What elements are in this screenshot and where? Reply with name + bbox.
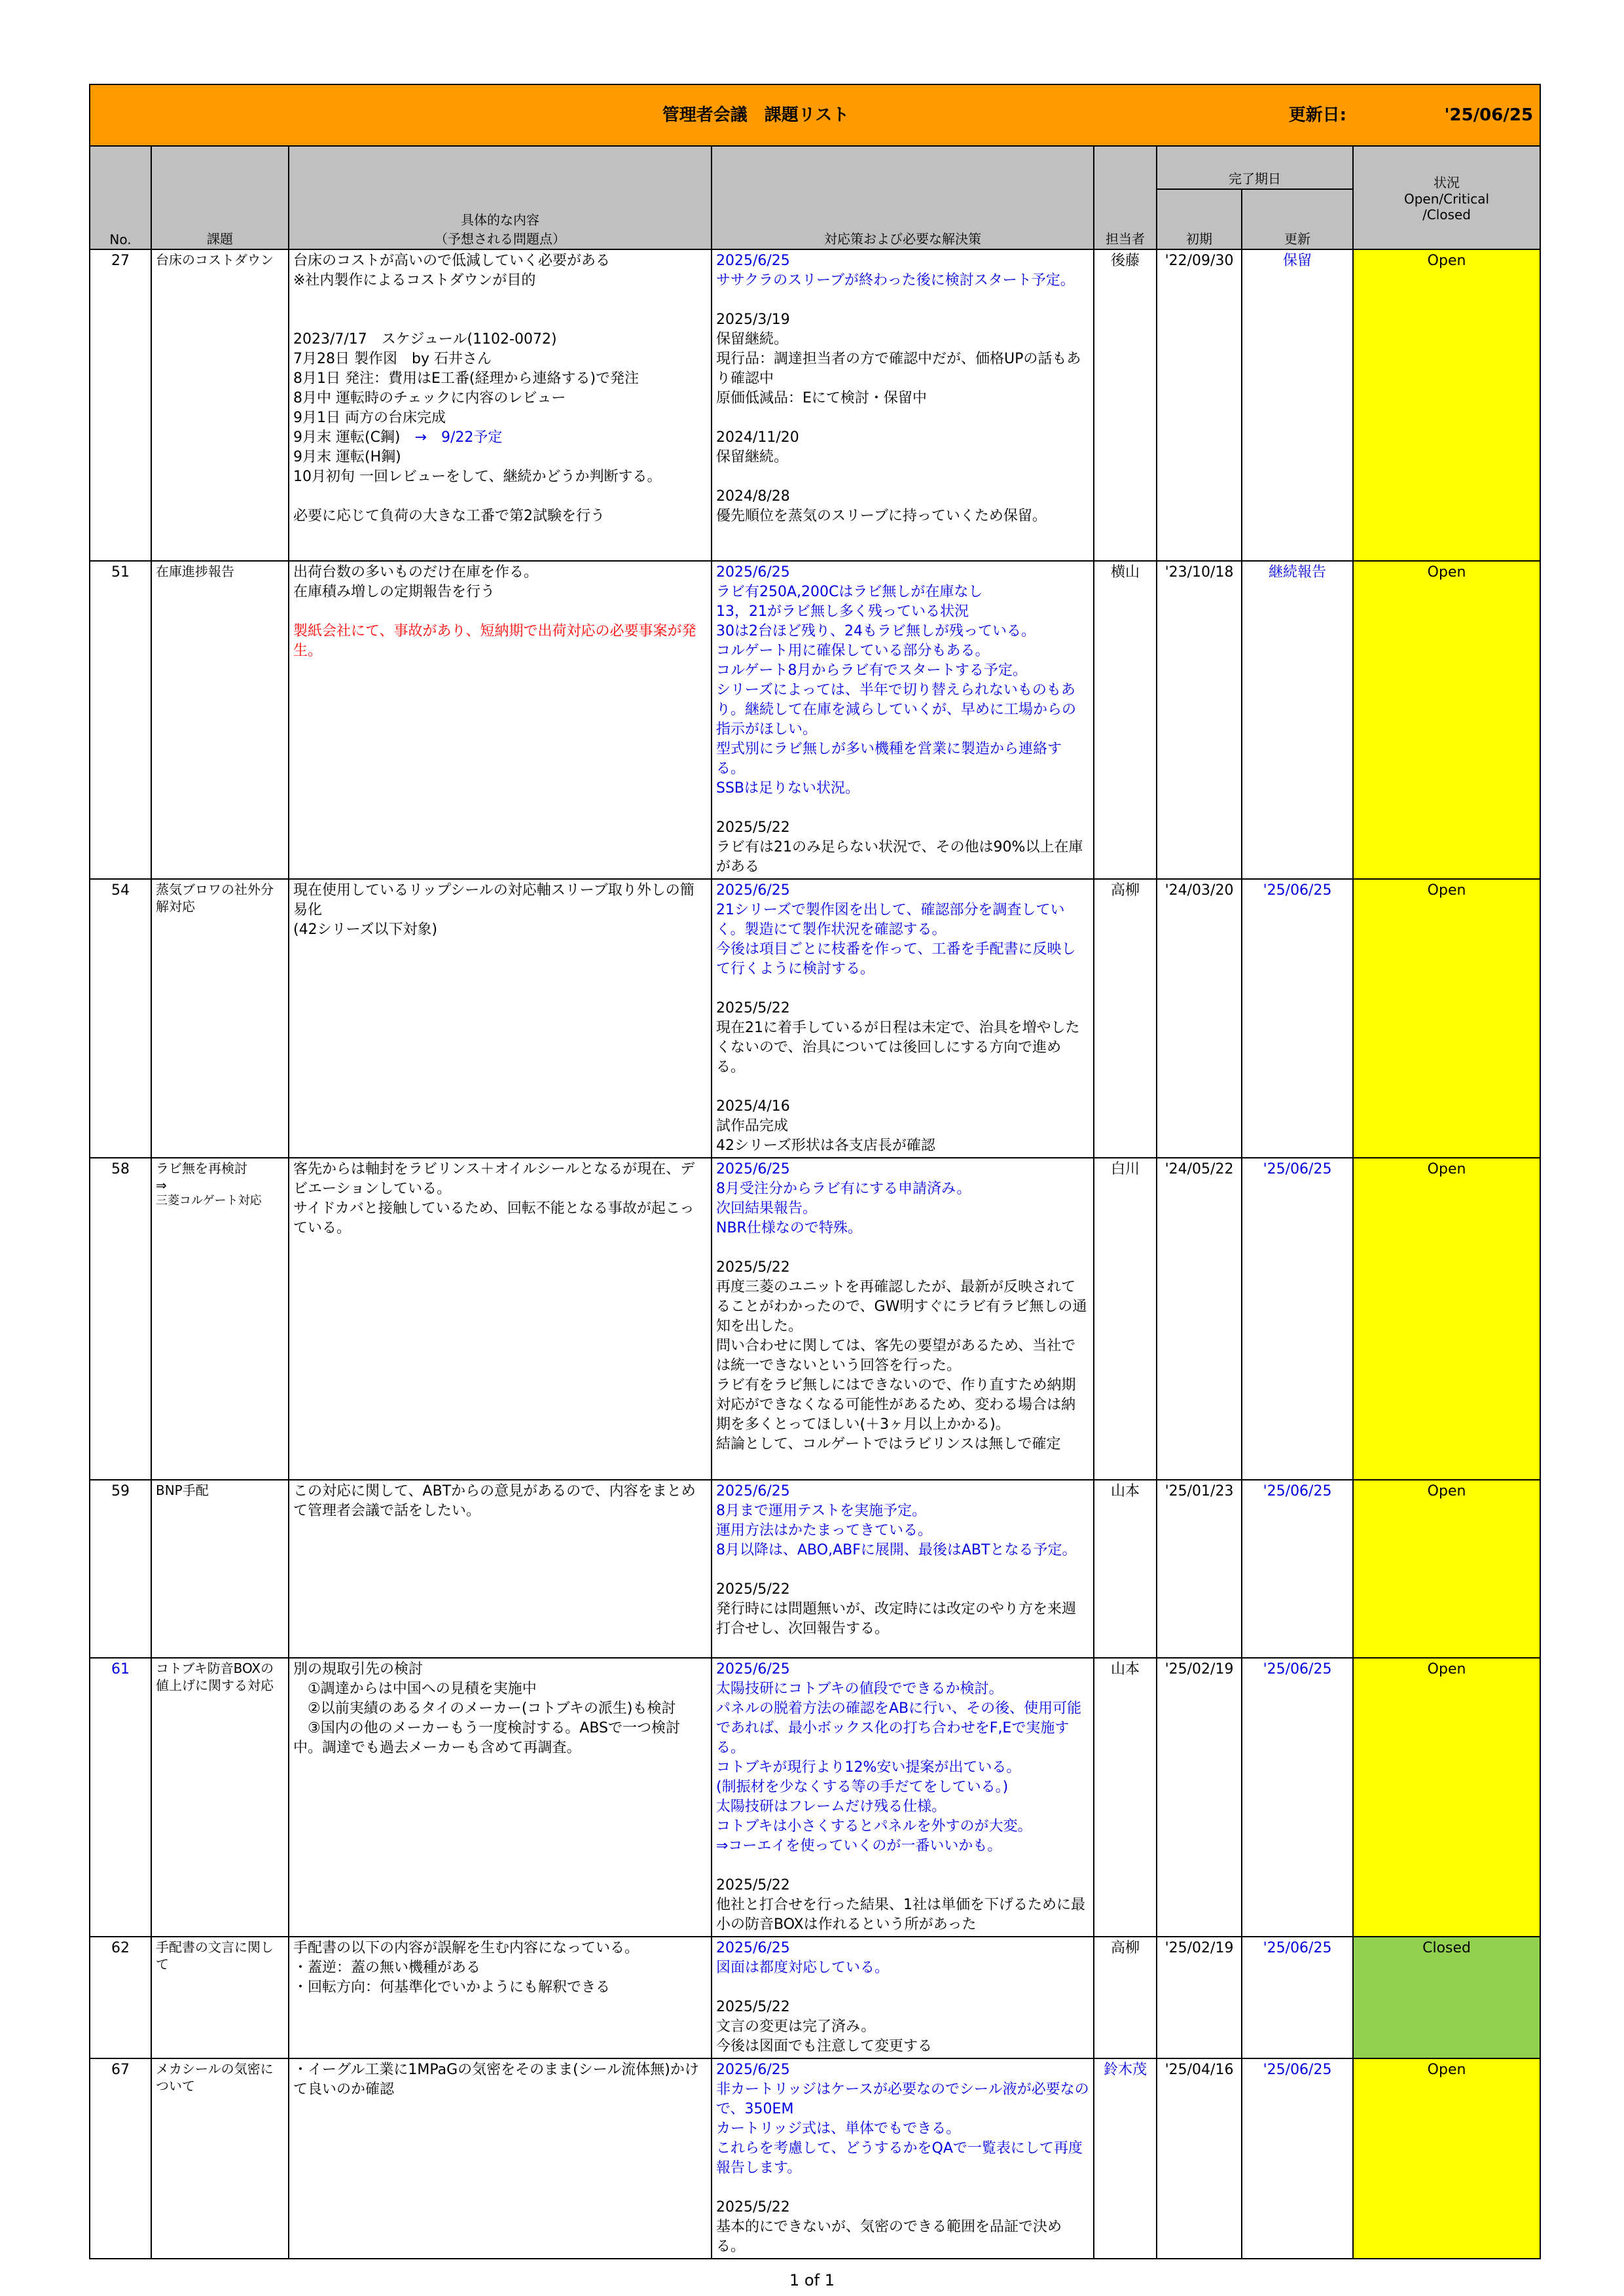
row-content [289, 1937, 712, 2058]
row-action [712, 2058, 1094, 2259]
action-line: 2024/8/28 [716, 488, 790, 505]
row-subject [151, 1158, 289, 1480]
row-subject-text: BNP手配 [156, 1482, 209, 1498]
row-action [712, 1158, 1094, 1480]
content-line: 10月初旬 一回レビューをして、継続かどうか判断する。 [293, 469, 662, 485]
table-row [90, 1658, 1540, 1937]
action-line: 2025/6/25 [716, 1940, 790, 1956]
row-owner: 山本 [1094, 1480, 1157, 1658]
row-subject-text: 台床のコストダウン [156, 252, 274, 268]
col-content-line2: （予想される問題点） [435, 231, 566, 247]
action-line: ラビ有をラビ無しにはできないので、作り直すため納期対応ができなくなる可能性があるため、変わる場合は納期を多くとってほしい(＋3ヶ月以上かかる)。 [716, 1377, 1076, 1433]
action-line: 2025/6/25 [716, 1161, 790, 1177]
action-line: コルゲート用に確保している部分もある。 [716, 643, 990, 659]
col-status-line1: 状況 [1434, 174, 1460, 190]
row-subject [151, 1658, 289, 1937]
row-content [289, 1658, 712, 1937]
col-owner: 担当者 [1094, 146, 1157, 249]
content-line: ・回転方向：何基準化でいかようにも解釈できる [293, 1979, 611, 1996]
action-line: 2025/5/22 [716, 1877, 790, 1893]
row-subject [151, 2058, 289, 2259]
row-action [712, 249, 1094, 561]
action-line: 2025/5/22 [716, 1999, 790, 2015]
action-line [716, 408, 1089, 428]
action-line: 発行時には問題無いが、改定時には改定のやり方を来週打合せし、次回報告する。 [716, 1601, 1077, 1637]
row-subject-text: ラビ無を再検討 [156, 1160, 247, 1176]
col-subject: 課題 [151, 146, 289, 249]
action-line: 文言の変更は完了済み。 [716, 2018, 876, 2035]
action-line: 太陽技研はフレームだけ残る仕様。 [716, 1799, 947, 1815]
row-no: 58 [90, 1158, 151, 1480]
content-line: 7月28日 製作図 by 石井さん [293, 351, 492, 367]
row-due-initial: '22/09/30 [1157, 249, 1242, 561]
content-line: 手配書の以下の内容が誤解を生む内容になっている。 [293, 1940, 640, 1956]
row-subject [151, 249, 289, 561]
status-badge: Open [1353, 1480, 1540, 1658]
action-line: 運用方法はかたまってきている。 [716, 1522, 933, 1539]
action-line: 現在21に着手しているが日程は未定で、治具を増やしたくないので、治具については後回しにする方向で進める。 [716, 1020, 1080, 1075]
col-no: No. [90, 146, 151, 249]
action-line [716, 1077, 1089, 1097]
row-owner: 後藤 [1094, 249, 1157, 561]
updated-label: 更新日: [1288, 105, 1347, 125]
content-line: 8月1日 発注：費用はE工番(経理から連絡する)で発注 [293, 370, 640, 387]
action-line: 21シリーズで製作図を出して、確認部分を調査していく。製造にて製作状況を確認する。 [716, 902, 1065, 938]
row-action [712, 1658, 1094, 1937]
col-due-group: 完了期日 [1157, 146, 1353, 189]
action-line: 保留継続。 [716, 331, 789, 348]
status-badge: Open [1353, 2058, 1540, 2259]
row-subject-text: コトブキ防音BOXの値上げに関する対応 [156, 1660, 274, 1693]
row-due-initial: '25/02/19 [1157, 1937, 1242, 2058]
row-subject-text: 手配書の文言に関して [156, 1939, 274, 1972]
content-line: 客先からは軸封をラビリンス＋オイルシールとなるが現在、デビエーションしている。 [293, 1161, 695, 1197]
table-row [90, 1480, 1540, 1658]
action-line: 2025/5/22 [716, 1000, 790, 1016]
row-subject [151, 879, 289, 1158]
table-row [90, 249, 1540, 561]
action-line: 2025/5/22 [716, 2199, 790, 2215]
action-line: 基本的にできないが、気密のできる範囲を品証で決める。 [716, 2219, 1062, 2255]
action-line: 2025/6/25 [716, 564, 790, 581]
row-due-initial: '25/01/23 [1157, 1480, 1242, 1658]
row-subject-text: 蒸気ブロワの社外分解対応 [156, 882, 274, 914]
content-line: 台床のコストが高いので低減していく必要がある [293, 253, 611, 269]
row-due-initial: '24/05/22 [1157, 1158, 1242, 1480]
row-content [289, 1158, 712, 1480]
col-status-line3: /Closed [1422, 206, 1471, 223]
action-line: 2025/5/22 [716, 819, 790, 836]
action-line: (制振材を少なくする等の手だてをしている。) [716, 1779, 1009, 1795]
row-due-initial: '25/04/16 [1157, 2058, 1242, 2259]
row-subject [151, 561, 289, 879]
status-badge: Open [1353, 561, 1540, 879]
row-due-updated: 保留 [1242, 249, 1353, 561]
row-action [712, 1480, 1094, 1658]
content-line: 在庫積み増しの定期報告を行う [293, 584, 496, 600]
row-no: 59 [90, 1480, 151, 1658]
content-line: 製紙会社にて、事故があり、短納期で出荷対応の必要事案が発生。 [293, 623, 696, 659]
content-line: 2023/7/17 スケジュール(1102-0072) [293, 331, 557, 348]
action-line: 再度三菱のユニットを再確認したが、最新が反映されてることがわかったので、GW明すぐにラビ有ラビ無しの通知を出した。 [716, 1279, 1087, 1335]
content-line: (42シリーズ以下対象) [293, 922, 438, 938]
action-line: 問い合わせに関しては、客先の要望があるため、当社では統一できないという回答を行った。 [716, 1338, 1076, 1374]
row-content [289, 2058, 712, 2259]
row-action [712, 879, 1094, 1158]
updated-value: '25/06/25 [1444, 105, 1534, 125]
row-subject-text: メカシールの気密について [156, 2061, 274, 2094]
page-footer: 1 of 1 [789, 2271, 835, 2289]
action-line [716, 1856, 1089, 1876]
action-line: 2024/11/20 [716, 429, 799, 446]
action-line: SSBは足りない状況。 [716, 780, 860, 797]
content-line: 9月1日 両方の台床完成 [293, 410, 446, 426]
row-due-updated: '25/06/25 [1242, 1658, 1353, 1937]
action-line [716, 1978, 1089, 1998]
row-due-initial: '25/02/19 [1157, 1658, 1242, 1937]
table-row [90, 561, 1540, 879]
row-content [289, 879, 712, 1158]
col-content-line1: 具体的な内容 [461, 212, 539, 228]
action-line: コトブキは小さくするとパネルを外すのが大変。 [716, 1818, 1032, 1835]
content-line [293, 487, 707, 507]
row-owner: 横山 [1094, 561, 1157, 879]
table-row [90, 1158, 1540, 1480]
action-line: 他社と打合せを行った結果、1社は単価を下げるために最小の防音BOXは作れるという所があった [716, 1897, 1085, 1933]
content-line: ・蓋逆：蓋の無い機種がある [293, 1960, 481, 1976]
content-line: ③国内の他のメーカーもう一度検討する。ABSで一つ検討中。調達でも過去メーカーも含めて再調査。 [293, 1720, 681, 1756]
row-due-updated: '25/06/25 [1242, 1480, 1353, 1658]
content-line [293, 602, 707, 622]
status-badge: Open [1353, 1158, 1540, 1480]
action-line [716, 2178, 1089, 2198]
action-line: 原価低減品：Eにて検討・保留中 [716, 390, 927, 406]
row-subject [151, 1937, 289, 2058]
content-line: この対応に関して、ABTからの意見があるので、内容をまとめて管理者会議で話をしたい。 [293, 1483, 696, 1519]
row-owner: 鈴木茂 [1094, 2058, 1157, 2259]
action-line: パネルの脱着方法の確認をABに行い、その後、使用可能であれば、最小ボックス化の打ち合わせをF,Eで実施する。 [716, 1700, 1082, 1756]
row-no: 51 [90, 561, 151, 879]
row-due-initial: '24/03/20 [1157, 879, 1242, 1158]
action-line: ササクラのスリーブが終わった後に検討スタート予定。 [716, 272, 1075, 289]
row-no: 27 [90, 249, 151, 561]
action-line: 2025/5/22 [716, 1259, 790, 1276]
action-line: コトブキが現行より12%安い提案が出ている。 [716, 1759, 1021, 1776]
col-status [1353, 146, 1540, 249]
action-line: ラビ有250A,200Cはラビ無しが在庫なし [716, 584, 983, 600]
action-line [716, 798, 1089, 818]
content-line [293, 291, 707, 310]
row-due-initial: '23/10/18 [1157, 561, 1242, 879]
action-line: 2025/6/25 [716, 1483, 790, 1499]
action-line: 2025/6/25 [716, 1661, 790, 1677]
table-row [90, 1937, 1540, 2058]
content-line: 現在使用しているリップシールの対応軸スリーブ取り外しの簡易化 [293, 882, 695, 918]
action-line: 保留継続。 [716, 449, 789, 465]
action-line: 図面は都度対応している。 [716, 1960, 890, 1976]
action-line: 今後は項目ごとに枝番を作って、工番を手配書に反映して行くように検討する。 [716, 941, 1076, 977]
action-line: 2025/6/25 [716, 253, 790, 269]
row-no: 54 [90, 879, 151, 1158]
action-line [716, 1238, 1089, 1258]
row-subject [151, 1480, 289, 1658]
row-no: 61 [90, 1658, 151, 1937]
content-line: ※社内製作によるコストダウンが目的 [293, 272, 536, 289]
title-row [90, 84, 1540, 146]
row-due-updated: '25/06/25 [1242, 1158, 1353, 1480]
content-line: 8月中 運転時のチェックに内容のレビュー [293, 390, 566, 406]
content-line: ②以前実績のあるタイのメーカー(コトブキの派生)も検討 [293, 1700, 676, 1717]
action-line: 8月まで運用テストを実施予定。 [716, 1503, 927, 1519]
content-line [293, 310, 707, 330]
row-no: 62 [90, 1937, 151, 2058]
action-line: 優先順位を蒸気のスリーブに持っていくため保留。 [716, 508, 1047, 524]
row-content [289, 249, 712, 561]
action-line [716, 467, 1089, 487]
row-subject-text: 在庫進捗報告 [156, 564, 234, 579]
action-line: 非カートリッジはケースが必要なのでシール液が必要なので、350EM [716, 2081, 1089, 2117]
action-line: 型式別にラビ無しが多い機種を営業に製造から連絡する。 [716, 741, 1062, 777]
status-badge: Closed [1353, 1937, 1540, 2058]
col-action: 対応策および必要な解決策 [712, 146, 1094, 249]
action-line: ⇒コーエイを使っていくのが一番いいかも。 [716, 1838, 1002, 1854]
row-content [289, 1480, 712, 1658]
action-line: 30は2台ほど残り、24もラビ無しが残っている。 [716, 623, 1036, 639]
action-line: カートリッジ式は、単体でもできる。 [716, 2121, 961, 2137]
action-line: 8月以降は、ABO,ABFに展開、最後はABTとなる予定。 [716, 1542, 1077, 1558]
header-row-1 [90, 146, 1540, 189]
content-line: ・イーグル工業に1MPaGの気密をそのまま(シール流体無)かけて良いのか確認 [293, 2062, 699, 2098]
row-subject-arrow: ⇒ [156, 1177, 167, 1193]
row-subject-note: 三菱コルゲート対応 [156, 1194, 262, 1208]
row-due-updated: '25/06/25 [1242, 879, 1353, 1158]
action-line: 8月受注分からラビ有にする申請済み。 [716, 1181, 971, 1197]
action-line: 2025/3/19 [716, 312, 790, 328]
issue-sheet [89, 84, 1540, 2259]
action-line: 現行品：調達担当者の方で確認中だが、価格UPの話もあり確認中 [716, 351, 1081, 387]
row-owner: 高柳 [1094, 879, 1157, 1158]
action-line: コルゲート8月からラビ有でスタートする予定。 [716, 662, 1027, 679]
action-line: 2025/5/22 [716, 1581, 790, 1598]
action-line: 2025/4/16 [716, 1098, 790, 1115]
table-row [90, 2058, 1540, 2259]
action-line: 2025/6/25 [716, 2062, 790, 2078]
action-line: NBR仕様なので特殊。 [716, 1220, 862, 1236]
row-owner: 山本 [1094, 1658, 1157, 1937]
action-line: シリーズによっては、半年で切り替えられないものもあり。継続して在庫を減らしていくが、早めに工場からの指示がほしい。 [716, 682, 1077, 738]
action-line: 試作品完成 [716, 1118, 789, 1134]
status-badge: Open [1353, 249, 1540, 561]
status-badge: Open [1353, 879, 1540, 1158]
status-badge: Open [1353, 1658, 1540, 1937]
action-line: 13，21がラビ無し多く残っている状況 [716, 603, 969, 620]
action-line: これらを考慮して、どうするかをQAで一覧表にして再度報告します。 [716, 2140, 1083, 2176]
row-no: 67 [90, 2058, 151, 2259]
sheet-title: 管理者会議 課題リスト [662, 105, 850, 125]
row-action [712, 1937, 1094, 2058]
row-due-updated: '25/06/25 [1242, 1937, 1353, 2058]
content-line: 9月末 運転(C鋼) → 9/22予定 [293, 429, 503, 446]
row-owner: 白川 [1094, 1158, 1157, 1480]
content-line: 必要に応じて負荷の大きな工番で第2試験を行う [293, 508, 605, 524]
col-status-line2: Open/Critical [1403, 190, 1490, 207]
action-line: 結論として、コルゲートではラビリンスは無しで確定 [716, 1436, 1061, 1452]
row-content [289, 561, 712, 879]
action-line [716, 291, 1089, 310]
content-line: 9月末 運転(H鋼) [293, 449, 401, 465]
action-line: 今後は図面でも注意して変更する [716, 2038, 933, 2054]
table-row [90, 879, 1540, 1158]
issue-table [89, 84, 1541, 2259]
action-line: 次回結果報告。 [716, 1200, 818, 1217]
col-content [289, 146, 712, 249]
col-due-updated: 更新 [1242, 189, 1353, 249]
row-due-updated: '25/06/25 [1242, 2058, 1353, 2259]
content-line: 別の規取引先の検討 [293, 1661, 424, 1677]
col-due-initial: 初期 [1157, 189, 1242, 249]
content-line: ①調達からは中国への見積を実施中 [293, 1681, 537, 1697]
content-line: 出荷台数の多いものだけ在庫を作る。 [293, 564, 539, 581]
content-line: サイドカバと接触しているため、回転不能となる事故が起こっている。 [293, 1200, 695, 1236]
action-line: ラビ有は21のみ足らない状況で、その他は90%以上在庫がある [716, 839, 1083, 875]
action-line: 太陽技研にコトブキの値段でできるか検討。 [716, 1681, 1003, 1697]
row-owner: 高柳 [1094, 1937, 1157, 2058]
action-line [716, 979, 1089, 999]
action-line [716, 1560, 1089, 1580]
row-action [712, 561, 1094, 879]
row-due-updated: 継続報告 [1242, 561, 1353, 879]
action-line: 2025/6/25 [716, 882, 790, 899]
action-line: 42シリーズ形状は各支店長が確認 [716, 1138, 935, 1154]
